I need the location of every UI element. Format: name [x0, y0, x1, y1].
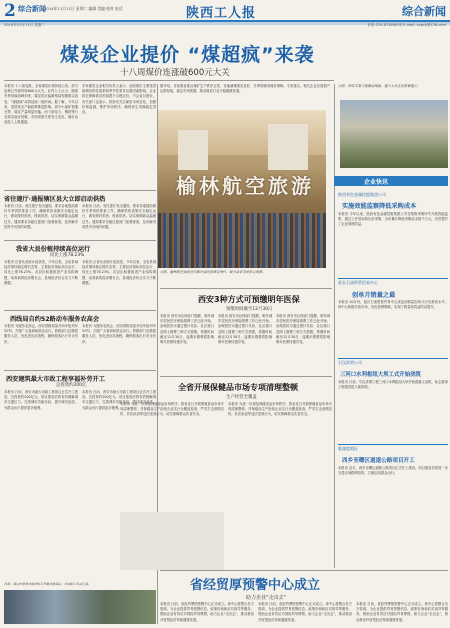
lead-headline: 煤炭企业提价 “煤超疯”来袭 — [60, 44, 315, 66]
b1-title: 西安3种方式可预缴明年医保 — [198, 295, 300, 304]
tag-line — [338, 444, 448, 445]
section-title: 综合新闻 — [402, 5, 446, 18]
bottom-left-photo — [4, 590, 156, 624]
page-number: 2 — [4, 1, 16, 21]
b1-body: 本报讯 西安市社保部门提醒，明年城乡居民医疗保险缴费工作已经开始，参保居民可通过银行代扣、社区窗口及网上缴费三种方式预缴，预缴时间截至12月30日，逾期未缴费将影响明年医保待遇享受。 — [160, 314, 214, 345]
divider — [160, 376, 332, 377]
a1-body: 本报讯 日前，省住建厅发出通知，要求各地提前做好冬季供热准备工作，确保供热设施安全稳定运行，做到按时供热、保质供热，切实保障群众温暖过冬。通知要求各级住建部门加强督查，及时解决供热中出现的问题。 — [4, 204, 78, 229]
a2-subtitle: 同比上涨78.23% — [50, 253, 85, 258]
right-photo-caption: 日前，西安市某工程建设现场，施工人员正在抓紧施工。 — [338, 84, 421, 88]
c1-body: 本报讯 日前，省经贸摩擦预警中心正式成立。该中心将整合各方资源，为企业提供贸易预警信息、政策咨询和应对指导等服务，帮助企业有效应对国际贸易摩擦，助力企业“走出去”，推动我省开放型经济持续健康发展。 — [160, 602, 254, 622]
r3-title: 三河口水利枢纽大坝工式开始浇筑 — [340, 372, 421, 378]
r1-title: 实施效能监察降低采购成本 — [342, 203, 417, 210]
r3-body: 本报讯 日前，引汉济渭工程三河口水利枢纽大坝开始混凝土浇筑，标志着该工程建设进入新阶段。 — [338, 380, 448, 390]
right-photo — [340, 100, 448, 168]
divider — [4, 370, 156, 371]
a3-body: 本报讯 为服务农高会，西安铁路局加开动车组列车52列，方便广大客商和群众出行。铁路部门还增派服务人员，优化进出站流程，确保旅客出行安全有序。 — [4, 324, 78, 344]
a4-subtitle: 总投资约200亿 — [56, 383, 87, 388]
r2-tag: 延长石油资管贸易中心 — [338, 280, 378, 285]
photo-caption: 日前，榆林航空旅游宣传推介活动在西安举行，吸引众多市民驻足观看。 — [160, 270, 266, 274]
subline-right: 本报 029-87349000 E-mail: sxgrb@126.com — [367, 23, 446, 27]
photo-sign-text: 榆林航空旅游 — [176, 174, 314, 198]
bottom-photo-caption: 日前，西安市某单位组织职工开展文体活动，丰富职工业余生活。 — [4, 582, 92, 586]
r2-title: 创单月销量之最 — [352, 292, 396, 299]
a3-body-cont: 本报讯 为服务农高会，西安铁路局加开动车组列车52列，方便广大客商和群众出行。铁路部门还增派服务人员，优化进出站流程，确保旅客出行安全有序。 — [82, 324, 156, 344]
c1-body-2: 本报讯 日前，省经贸摩擦预警中心正式成立。该中心将整合各方资源，为企业提供贸易预警信息、政策咨询和应对指导等服务，帮助企业有效应对国际贸易摩擦，助力企业“走出去”，推动我省开放型经济持续健康发展。 — [258, 602, 352, 622]
b2-subtitle: 生产经营全覆盖 — [226, 395, 257, 400]
a4-body: 本报讯 日前，西安市最大市政工程项目正式开工建设，总投资约200亿元。项目建成后将有效缓解城市交通压力，完善城市功能布局，提升城市品质，为群众出行提供更多便利。 — [4, 390, 78, 410]
masthead-subline — [4, 23, 446, 28]
r2-body: 本报讯 10月份，延长石油资管贸易中心成品油销量创单月历史最高水平，该中心积极开拓市场，优化营销策略，实现了销量和效益的双提升。 — [338, 300, 448, 310]
section-banner — [334, 176, 448, 186]
masthead — [0, 0, 450, 22]
tourism-photo — [158, 110, 326, 268]
r4-body: 本报讯 近日，西乡至曙区道路公路项目正式开工建设，项目建成后将进一步完善区域路网结构，方便沿线群众出行。 — [338, 466, 448, 476]
c1-subtitle: 助力企业“走出去” — [246, 595, 287, 601]
lead-body-right: 据介绍，目前我省重点煤矿生产秩序正常，各地储煤情况良好，冬季供暖用煤有保障。专家建议，相关企业应加强产运需衔接，稳定市场预期，推动煤炭行业平稳健康发展。 — [160, 84, 330, 94]
tag-line — [338, 278, 448, 279]
r3-tag: 引汉济渭公司 — [338, 360, 362, 365]
b2-title: 全省开展保健品市场专项清理整顿 — [178, 383, 298, 392]
r4-title: 西乡至曙区道道公路项目开工 — [342, 458, 415, 464]
r1-tag: 陕西有色金属控股集团公司 — [338, 192, 386, 197]
divider — [4, 80, 334, 81]
divider — [4, 310, 156, 311]
lead-body-left: 本报讯 十八周连涨，全省煤炭价格持续上扬，部分品种已突破每吨600元大关。业内人士认为，随着冬季用煤高峰到来，煤炭供应偏紧格局短期难以改变，“煤超疯”或将延续一段时间。据了解，今年以来，受国家去产能政策推进影响，部分小煤矿相继关停，煤炭产量明显回落，而下游电力、钢铁等行业需求逐步回暖，市场供需关系发生变化，煤价由此进入上涨通道。 — [4, 84, 78, 125]
section-banner-title: 企业快讯 — [364, 179, 389, 186]
b1-subtitle: 预缴时间截至12月30日 — [226, 307, 273, 312]
divider — [4, 190, 156, 191]
notice-box — [120, 512, 224, 570]
a2-title: 我省大县份植持续高位运行 — [16, 246, 91, 253]
a3-title: 西线局自约52路动车服务农高会 — [10, 316, 100, 323]
divider — [4, 240, 156, 241]
paper-logo: 陕西工人报 — [186, 6, 257, 21]
lead-subheadline: 十八周煤价连涨破600元大关 — [120, 68, 230, 78]
r1-body: 本报讯 今年以来，陕西有色金属控股集团公司在物资采购环节开展效能监察，通过公开招标和比价采购，全年累计降低采购成本数千万元，有效提升了企业管理效益。 — [338, 212, 448, 227]
page-label: 综合新闻 — [18, 5, 46, 13]
r4-tag: 临潼度假区 — [338, 446, 358, 451]
c1-title: 省经贸厚预警中心成立 — [190, 578, 321, 593]
a1-body-cont: 本报讯 日前，省住建厅发出通知，要求各地提前做好冬季供热准备工作，确保供热设施安全稳定运行，做到按时供热、保质供热，切实保障群众温暖过冬。通知要求各级住建部门加强督查，及时解决供热中出现的问题。 — [82, 204, 156, 229]
b1-body-2: 本报讯 西安市社保部门提醒，明年城乡居民医疗保险缴费工作已经开始，参保居民可通过银行代扣、社区窗口及网上缴费三种方式预缴，预缴时间截至12月30日，逾期未缴费将影响明年医保待遇享受。 — [218, 314, 272, 345]
b2-body: 本报讯 为进一步规范保健食品市场秩序，我省近日开展保健食品市场专项清理整顿，对保健品生产经营企业实行全覆盖检查，严厉打击虚假宣传、非法添加等违法违规行为，切实保障群众饮食安全。 — [120, 402, 224, 417]
column-rule — [334, 84, 335, 568]
divider — [160, 288, 332, 289]
b1-body-3: 本报讯 西安市社保部门提醒，明年城乡居民医疗保险缴费工作已经开始，参保居民可通过银行代扣、社区窗口及网上缴费三种方式预缴，预缴时间截至12月30日，逾期未缴费将影响明年医保待遇享受。 — [276, 314, 330, 345]
divider — [160, 570, 448, 571]
a2-body-cont: 本报讯 记者从省统计局获悉，今年以来，全省县域经济保持稳定增长态势，主要经济指标高位运行，同比上涨78.23%。各县区积极推进产业结构调整，培育新的经济增长点，县域经济综合实力不断增强。 — [82, 260, 156, 285]
lead-body-mid: 多家煤炭企业相关负责人表示，此轮涨价主要受供给侧结构性改革和季节性需求双重因素影响，企业将在保障供应的前提下合理定价，不会盲目涨价。有关部门也表示，将密切关注煤炭市场变化，加强价格监测，维护市场秩序，确保民生用煤稳定供应。 — [82, 84, 156, 115]
a4-title: 西安建筑最大市政工程享福补劳开工 — [6, 376, 105, 383]
tag-line — [338, 358, 448, 359]
b2-body-2: 本报讯 为进一步规范保健食品市场秩序，我省近日开展保健食品市场专项清理整顿，对保健品生产经营企业实行全覆盖检查，严厉打击虚假宣传、非法添加等违法违规行为，切实保障群众饮食安全。 — [228, 402, 332, 417]
subline-left: 2014年11月11日 星期二 — [4, 23, 45, 27]
a1-title: 省往建厅·通报辖区县大立即启动供热 — [4, 196, 106, 203]
a2-body: 本报讯 记者从省统计局获悉，今年以来，全省县域经济保持稳定增长态势，主要经济指标高位运行，同比上涨78.23%。各县区积极推进产业结构调整，培育新的经济增长点，县域经济综合实力不断增强。 — [4, 260, 78, 285]
masthead-meta: 2014年11月11日 星期二 编辑 美编 校对 电话 — [44, 6, 123, 11]
a4-body-cont: 本报讯 日前，西安市最大市政工程项目正式开工建设，总投资约200亿元。项目建成后将有效缓解城市交通压力，完善城市功能布局，提升城市品质，为群众出行提供更多便利。 — [82, 390, 156, 410]
c1-body-3: 本报讯 日前，省经贸摩擦预警中心正式成立。该中心将整合各方资源，为企业提供贸易预警信息、政策咨询和应对指导等服务，帮助企业有效应对国际贸易摩擦，助力企业“走出去”，推动我省开放型经济持续健康发展。 — [356, 602, 448, 622]
